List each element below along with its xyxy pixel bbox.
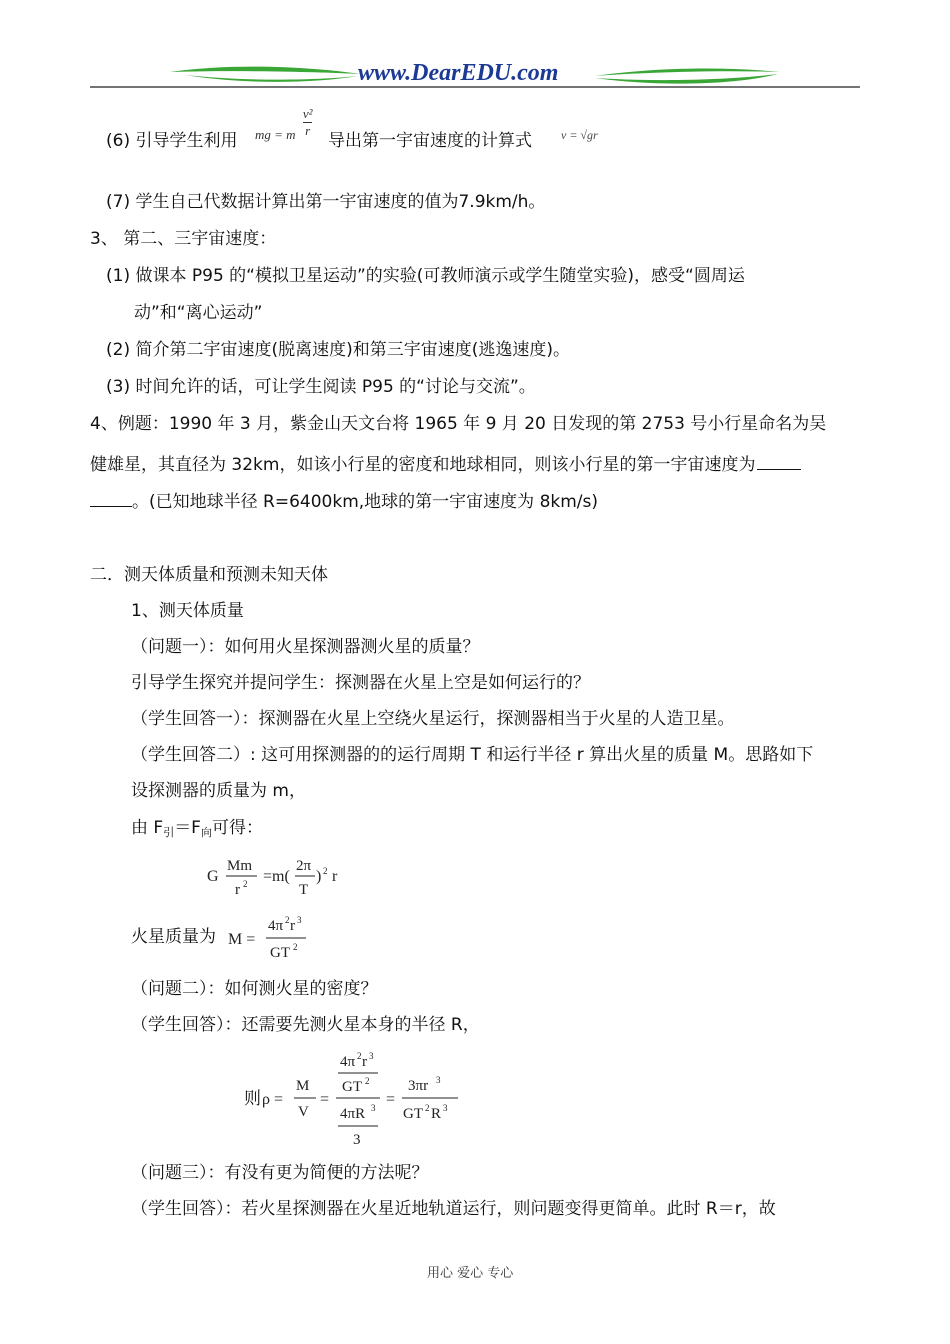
svg-text:GT: GT [403,1106,423,1122]
svg-text:M: M [296,1078,310,1094]
svg-text:3: 3 [371,1103,376,1113]
mass-label: 火星质量为 [131,927,216,947]
svg-text:4πR: 4πR [340,1106,366,1122]
answer-q3: （学生回答）：若火星探测器在火星近地轨道运行，则问题变得更简单。此时 R＝r，故 [131,1199,776,1219]
question-2: （问题二）：如何测火星的密度？ [131,979,378,999]
formula-mg-frac: $\frac{\text{v²}}{r}$ [302,106,313,138]
svg-text:T: T [299,882,309,898]
svg-text:2: 2 [357,1051,362,1061]
formula-v-sqrt-gr: v = √gr [561,128,598,142]
section-3-item-2: (2) 简介第二宇宙速度(脱离速度)和第三宇宙速度(逃逸速度)。 [106,340,571,360]
svg-text:M =: M = [228,931,256,948]
page-header [90,58,860,90]
svg-text:4π: 4π [340,1054,356,1070]
svg-text:2: 2 [365,1076,370,1086]
question-3: （问题三）：有没有更为简便的方法呢？ [131,1163,429,1183]
example-line-1: 4、例题：1990 年 3 月，紫金山天文台将 1965 年 9 月 20 日发现的第 2753 号小行星命名为吴 [90,414,827,434]
section-3-heading: 3、 第二、三宇宙速度： [90,229,277,249]
site-logo: www.DearEDU.com [358,60,559,86]
svg-text:2: 2 [285,915,290,925]
density-equation [262,1046,472,1154]
svg-text:3: 3 [436,1075,441,1085]
section-2-1-heading: 1、测天体质量 [131,601,244,621]
svg-text:3: 3 [297,915,302,925]
answer-2-cont: 设探测器的质量为 m， [131,781,306,801]
svg-text:2π: 2π [296,858,312,874]
answer-1: （学生回答一）：探测器在火星上空绕火星运行，探测器相当于火星的人造卫星。 [131,709,735,729]
right-swoosh [595,69,780,76]
example-line-2: 健雄星，其直径为 32km，如该小行星的密度和地球相同，则该小行星的第一宇宙速度为 [90,453,801,476]
svg-text:=: = [320,1091,330,1108]
section-2-heading: 二．测天体质量和预测未知天体 [90,565,328,585]
section-3-item-3: (3) 时间允许的话，可让学生阅读 P95 的“讨论与交流”。 [106,377,536,397]
section-3-item-1: (1) 做课本 P95 的“模拟卫星运动”的实验(可教师演示或学生随堂实验)，感受“圆周运 [106,266,745,286]
svg-text:r: r [362,1054,367,1070]
svg-text:GT: GT [342,1079,362,1095]
example-line-3: 。(已知地球半径 R=6400km,地球的第一宇宙速度为 8km/s) [90,490,598,513]
left-swoosh-lower [185,75,358,82]
formula-mg-lhs: mg = m [255,127,296,143]
svg-text:=m(: =m( [263,868,290,885]
force-equality-line: 由 F引＝F向可得： [131,818,263,839]
svg-text:r: r [290,918,295,934]
page-footer: 用心 爱心 专心 [427,1266,514,1281]
mass-equation [226,912,326,962]
section-3-item-1-cont: 动”和“离心运动” [134,303,263,323]
right-swoosh-lower [595,74,778,84]
svg-text:ρ =: ρ = [262,1091,284,1108]
answer-blank-cont[interactable] [90,490,132,507]
gravitation-equation [205,852,365,902]
svg-text:3: 3 [443,1103,448,1113]
svg-text:GT: GT [270,945,290,961]
svg-text:R: R [431,1106,442,1122]
svg-text:V: V [298,1104,309,1120]
answer-blank[interactable] [757,453,801,470]
question-1: （问题一）：如何用火星探测器测火星的质量？ [131,637,480,657]
svg-text:2: 2 [293,942,298,952]
svg-text:3: 3 [353,1132,361,1148]
svg-text:G: G [207,868,219,885]
answer-2: （学生回答二）: 这可用探测器的的运行周期 T 和运行半径 r 算出火星的质量 M。思路如下 [131,745,814,765]
svg-text:2: 2 [425,1103,430,1113]
svg-text:r: r [235,882,240,898]
svg-text:4π: 4π [268,918,284,934]
line-6: (6) 引导学生利用 [106,131,238,151]
density-label: 则 [244,1089,261,1109]
svg-text:2: 2 [323,866,328,876]
left-swoosh [170,67,360,74]
svg-text:2: 2 [243,879,248,889]
svg-text:=: = [386,1091,396,1108]
formula-mg [255,106,314,143]
answer-q2: （学生回答）：还需要先测火星本身的半径 R， [131,1015,480,1035]
svg-text:): ) [316,868,322,885]
guide-line: 引导学生探究并提问学生：探测器在火星上空是如何运行的？ [131,673,590,693]
svg-text:3: 3 [369,1051,374,1061]
line-6-b: 导出第一宇宙速度的计算式 [328,131,532,151]
svg-text:r: r [332,868,338,885]
line-7: (7) 学生自己代数据计算出第一宇宙速度的值为7.9km/h。 [106,192,546,212]
svg-text:Mm: Mm [227,858,253,874]
svg-text:3πr: 3πr [408,1078,429,1094]
